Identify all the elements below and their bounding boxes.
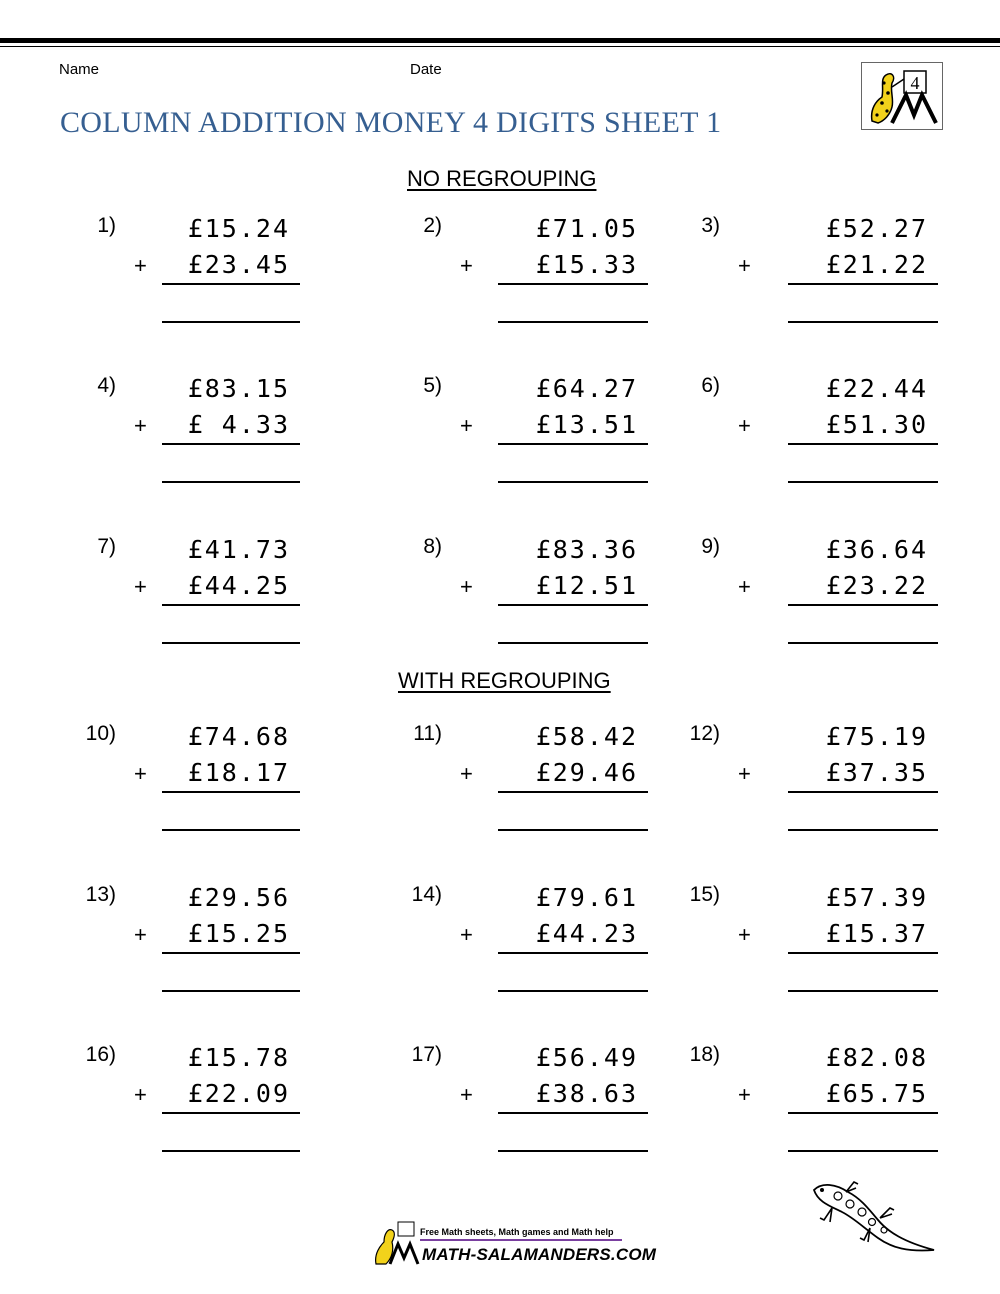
footer-salamander-icon: [372, 1220, 657, 1266]
plus-sign: +: [460, 574, 473, 599]
addend-top: £36.64: [825, 535, 928, 564]
answer-line: [788, 321, 938, 323]
addend-top: £22.44: [825, 374, 928, 403]
answer-line: [498, 481, 648, 483]
problem-14: [406, 883, 706, 1023]
addend-top: £56.49: [535, 1043, 638, 1072]
addend-bottom: £51.30: [825, 410, 928, 439]
plus-sign: +: [738, 922, 751, 947]
sum-rule: [162, 791, 300, 793]
problem-10: [80, 722, 380, 862]
addend-bottom: £15.25: [187, 919, 290, 948]
problem-8: [406, 535, 706, 675]
problem-17: [406, 1043, 706, 1183]
addend-top: £41.73: [187, 535, 290, 564]
answer-line: [788, 990, 938, 992]
problem-7: [80, 535, 380, 675]
sum-rule: [498, 443, 648, 445]
problem-number: 2): [423, 214, 442, 237]
footer-tagline: Free Math sheets, Math games and Math help: [420, 1227, 614, 1237]
addend-top: £82.08: [825, 1043, 928, 1072]
problem-number: 10): [85, 722, 116, 745]
plus-sign: +: [134, 761, 147, 786]
addend-top: £64.27: [535, 374, 638, 403]
plus-sign: +: [134, 413, 147, 438]
logo-badge-text: 4: [910, 73, 920, 93]
answer-line: [788, 829, 938, 831]
addend-bottom: £23.22: [825, 571, 928, 600]
sum-rule: [498, 604, 648, 606]
problem-4: [80, 374, 380, 514]
addend-bottom: £18.17: [187, 758, 290, 787]
answer-line: [498, 321, 648, 323]
problem-number: 14): [411, 883, 442, 906]
top-rule-thin: [0, 46, 1000, 47]
salamander-icon: [808, 1178, 942, 1258]
addend-bottom: £13.51: [535, 410, 638, 439]
sum-rule: [788, 604, 938, 606]
plus-sign: +: [738, 253, 751, 278]
date-label: Date: [410, 61, 442, 78]
problem-number: 15): [689, 883, 720, 906]
answer-line: [162, 481, 300, 483]
addend-top: £57.39: [825, 883, 928, 912]
plus-sign: +: [134, 574, 147, 599]
answer-line: [162, 829, 300, 831]
addend-bottom: £29.46: [535, 758, 638, 787]
problem-2: [406, 214, 706, 354]
problem-number: 5): [423, 374, 442, 397]
answer-line: [162, 990, 300, 992]
problem-1: [80, 214, 380, 354]
problem-number: 11): [413, 722, 442, 745]
problem-number: 12): [689, 722, 720, 745]
addend-bottom: £37.35: [825, 758, 928, 787]
plus-sign: +: [738, 761, 751, 786]
sum-rule: [498, 952, 648, 954]
problem-number: 9): [701, 535, 720, 558]
sum-rule: [788, 283, 938, 285]
plus-sign: +: [738, 413, 751, 438]
addend-top: £52.27: [825, 214, 928, 243]
answer-line: [498, 642, 648, 644]
plus-sign: +: [460, 413, 473, 438]
addend-bottom: £44.23: [535, 919, 638, 948]
addend-bottom: £44.25: [187, 571, 290, 600]
addend-top: £83.15: [187, 374, 290, 403]
answer-line: [788, 1150, 938, 1152]
sum-rule: [162, 1112, 300, 1114]
problem-16: [80, 1043, 380, 1183]
plus-sign: +: [134, 253, 147, 278]
plus-sign: +: [460, 922, 473, 947]
problem-number: 8): [423, 535, 442, 558]
addend-bottom: £22.09: [187, 1079, 290, 1108]
answer-line: [788, 481, 938, 483]
answer-line: [162, 1150, 300, 1152]
addend-bottom: £21.22: [825, 250, 928, 279]
sum-rule: [498, 283, 648, 285]
answer-line: [498, 1150, 648, 1152]
answer-line: [498, 829, 648, 831]
addend-bottom: £ 4.33: [187, 410, 290, 439]
sum-rule: [788, 443, 938, 445]
addend-top: £79.61: [535, 883, 638, 912]
addend-bottom: £23.45: [187, 250, 290, 279]
addend-top: £74.68: [187, 722, 290, 751]
salamander-illustration: [808, 1178, 942, 1258]
salamander-logo-icon: [862, 63, 942, 129]
addend-bottom: £38.63: [535, 1079, 638, 1108]
addend-top: £29.56: [187, 883, 290, 912]
problem-6: [684, 374, 984, 514]
problem-12: [684, 722, 984, 862]
addend-bottom: £15.37: [825, 919, 928, 948]
answer-line: [162, 321, 300, 323]
addend-bottom: £12.51: [535, 571, 638, 600]
problem-13: [80, 883, 380, 1023]
problem-15: [684, 883, 984, 1023]
problem-number: 4): [97, 374, 116, 397]
addend-top: £83.36: [535, 535, 638, 564]
addend-top: £75.19: [825, 722, 928, 751]
sum-rule: [162, 952, 300, 954]
sum-rule: [788, 952, 938, 954]
plus-sign: +: [134, 922, 147, 947]
addend-top: £15.78: [187, 1043, 290, 1072]
plus-sign: +: [738, 574, 751, 599]
section-heading-with-regrouping: WITH REGROUPING: [398, 668, 611, 693]
sum-rule: [788, 1112, 938, 1114]
salamander-logo: [861, 62, 943, 130]
answer-line: [788, 642, 938, 644]
addend-bottom: £65.75: [825, 1079, 928, 1108]
sum-rule: [162, 443, 300, 445]
section-heading-no-regrouping: NO REGROUPING: [407, 166, 597, 191]
problem-number: 18): [689, 1043, 720, 1066]
top-rule-thick: [0, 38, 1000, 43]
problem-11: [406, 722, 706, 862]
sum-rule: [498, 791, 648, 793]
problem-number: 3): [701, 214, 720, 237]
addend-top: £71.05: [535, 214, 638, 243]
addend-bottom: £15.33: [535, 250, 638, 279]
problem-number: 16): [85, 1043, 116, 1066]
answer-line: [162, 642, 300, 644]
plus-sign: +: [134, 1082, 147, 1107]
problem-9: [684, 535, 984, 675]
name-label: Name: [59, 61, 100, 78]
problem-number: 7): [97, 535, 116, 558]
sum-rule: [162, 604, 300, 606]
answer-line: [498, 990, 648, 992]
worksheet-title: COLUMN ADDITION MONEY 4 DIGITS SHEET 1: [60, 106, 722, 139]
footer-logo: [372, 1220, 657, 1266]
problem-18: [684, 1043, 984, 1183]
plus-sign: +: [460, 253, 473, 278]
plus-sign: +: [738, 1082, 751, 1107]
sum-rule: [162, 283, 300, 285]
plus-sign: +: [460, 761, 473, 786]
problem-number: 1): [97, 214, 116, 237]
problem-number: 6): [701, 374, 720, 397]
problem-number: 17): [411, 1043, 442, 1066]
problem-5: [406, 374, 706, 514]
problem-3: [684, 214, 984, 354]
sum-rule: [498, 1112, 648, 1114]
sum-rule: [788, 791, 938, 793]
addend-top: £15.24: [187, 214, 290, 243]
addend-top: £58.42: [535, 722, 638, 751]
footer-site: MATH-SALAMANDERS.COM: [422, 1245, 657, 1264]
problem-number: 13): [85, 883, 116, 906]
plus-sign: +: [460, 1082, 473, 1107]
